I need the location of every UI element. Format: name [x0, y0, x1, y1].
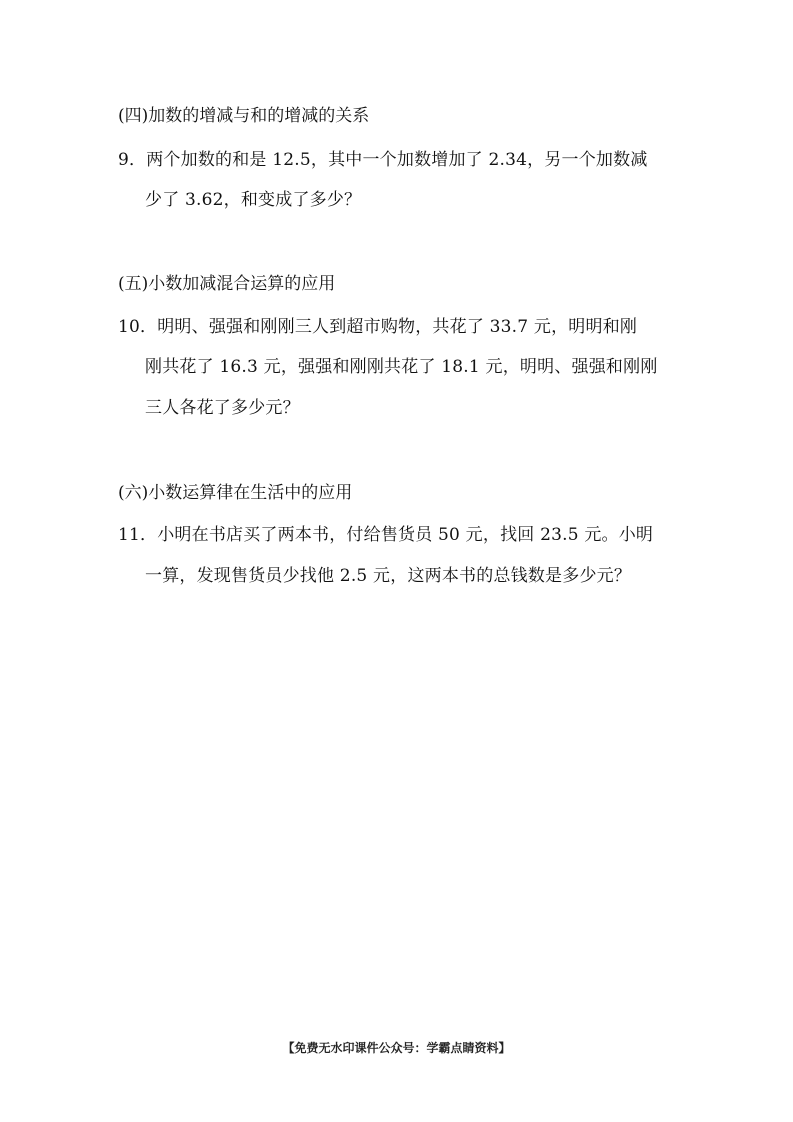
question-10-line-3: 三人各花了多少元？: [145, 398, 300, 418]
question-11-line-2: 一算，发现售货员少找他 2.5 元，这两本书的总钱数是多少元？: [145, 566, 632, 586]
question-11-line-1: 11．小明在书店买了两本书，付给售货员 50 元，找回 23.5 元。小明: [118, 525, 654, 545]
question-10-line-1: 10．明明、强强和刚刚三人到超市购物，共花了 33.7 元，明明和刚: [118, 317, 638, 337]
section-heading-5: (五)小数加减混合运算的应用: [118, 274, 336, 294]
question-10-line-2: 刚共花了 16.3 元，强强和刚刚共花了 18.1 元，明明、强强和刚刚: [145, 357, 658, 377]
section-heading-6: (六)小数运算律在生活中的应用: [118, 483, 353, 503]
question-9-line-1: 9．两个加数的和是 12.5，其中一个加数增加了 2.34，另一个加数减: [118, 150, 648, 170]
footer-note: 【免费无水印课件公众号：学霸点睛资料】: [282, 1041, 511, 1055]
section-heading-4: (四)加数的增减与和的增减的关系: [118, 106, 370, 126]
question-9-line-2: 少了 3.62，和变成了多少？: [145, 190, 362, 210]
